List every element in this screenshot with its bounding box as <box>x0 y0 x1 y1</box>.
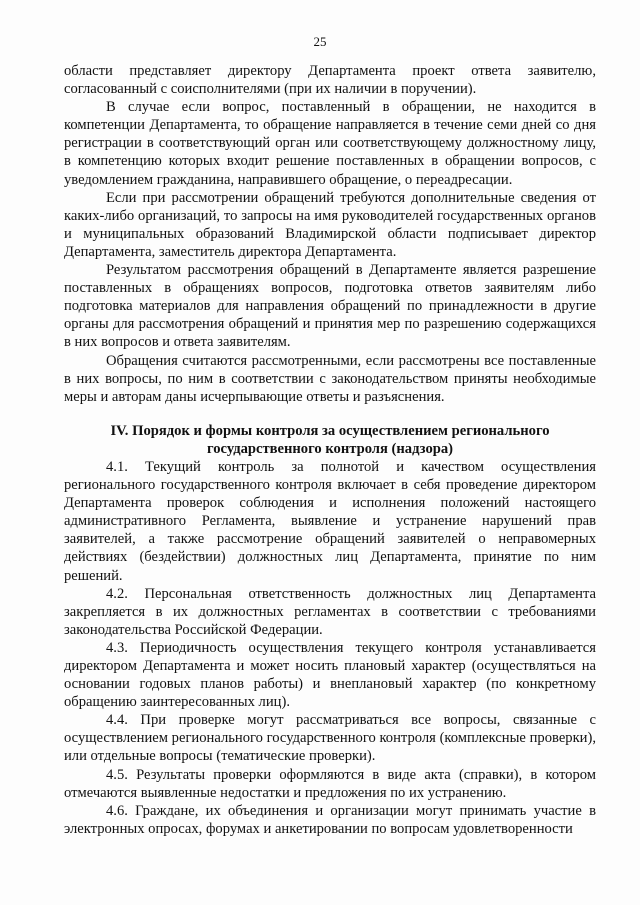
paragraph: В случае если вопрос, поставленный в обращении, не находится в компетенции Департамента, то обращение направляется в течение семи дней со дня регистрации в соответствующий орган или соответствующему должностному лицу, в компетенцию которых входит решение поставленных в обращении вопросов, с уведомлением гражданина, направившего обращение, о переадресации. <box>64 99 596 188</box>
paragraph: 4.4. При проверке могут рассматриваться все вопросы, связанные с осуществлением регионального государственного контроля (комплексные проверки), или отдельные вопросы (тематические проверки). <box>64 712 596 765</box>
section-heading-line: государственного контроля (надзора) <box>206 440 454 457</box>
paragraph: Результатом рассмотрения обращений в Департаменте является разрешение поставленных в обращениях вопросов, подготовка ответов заявителям либо подготовка материалов для направления обращений по принадлежности в другие органы для рассмотрения обращений и принятия мер по разрешению содержащихся в них вопросов и ответа заявителям. <box>64 262 596 351</box>
page-number: 25 <box>313 34 327 49</box>
paragraph: Если при рассмотрении обращений требуются дополнительные сведения от каких-либо организаций, то запросы на имя руководителей государственных органов и муниципальных образований Владимирской области подписывает директор Департамента, заместитель директора Департамента. <box>64 189 596 260</box>
paragraph: 4.3. Периодичность осуществления текущего контроля устанавливается директором Департамента и может носить плановый характер (осуществляться на основании годовых планов работы) и внеплановый характер (по конкретному обращению заинтересованных лиц). <box>64 639 596 711</box>
section-heading-line: IV. Порядок и формы контроля за осуществлением регионального <box>110 422 550 439</box>
paragraph: 4.1. Текущий контроль за полнотой и качеством осуществления регионального государственного контроля включает в себя проведение директором Департамента проверок соблюдения и исполнения положений настоящего административного Регламента, выявление и устранение нарушений прав заявителей, а также рассмотрение обращений заявителей о неправомерных действиях (бездействии) должностных лиц Департамента, принятие по ним решений. <box>64 458 596 584</box>
paragraph: 4.2. Персональная ответственность должностных лиц Департамента закрепляется в их должностных регламентах в соответствии с требованиями законодательства Российской Федерации. <box>64 585 596 638</box>
section-heading <box>64 422 596 458</box>
paragraph: Обращения считаются рассмотренными, если рассмотрены все поставленные в них вопросы, по ним в соответствии с законодательством приняты необходимые меры и авторам даны исчерпывающие ответы и разъяснения. <box>64 352 596 405</box>
paragraph: 4.5. Результаты проверки оформляются в виде акта (справки), в котором отмечаются выявленные недостатки и предложения по их устранению. <box>64 766 596 801</box>
paragraph: 4.6. Граждане, их объединения и организации могут принимать участие в электронных опросах, форумах и анкетировании по вопросам удовлетворенности <box>64 802 596 837</box>
document-body <box>64 62 596 838</box>
paragraph: области представляет директору Департамента проект ответа заявителю, согласованный с соисполнителями (при их наличии в поручении). <box>64 63 596 98</box>
